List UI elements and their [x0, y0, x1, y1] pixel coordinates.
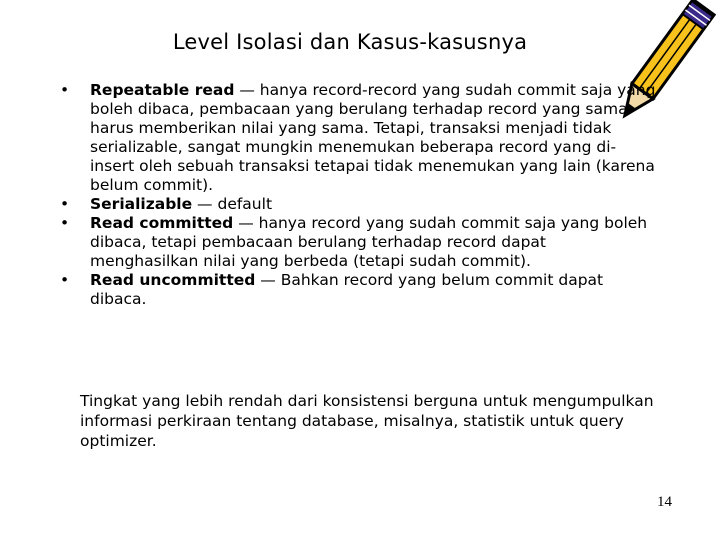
bullet-text: — hanya record yang sudah commit saja yang boleh dibaca, tetapi pembacaan berulang terhadap record dapat menghasilkan nilai yang berbeda (tetapi sudah commit).: [90, 214, 648, 270]
bullet-dot: •: [60, 195, 70, 213]
page-number: 14: [657, 494, 672, 510]
bullet-dot: •: [60, 214, 70, 232]
bullet-text: — hanya record-record yang sudah commit saja yang boleh dibaca, pembacaan yang berulang terhadap record yang sama harus memberikan nilai yang sama. Tetapi, transaksi menjadi tidak serializable, sangat mungkin menemukan beberapa record yang di-insert oleh sebuah transaksi tetapai tidak menemukan yang lain (karena belum commit).: [90, 81, 656, 194]
bullet-item: [58, 81, 658, 195]
bullet-dot: •: [60, 81, 70, 99]
bullet-term: Repeatable read: [90, 81, 235, 99]
bullet-text: — default: [192, 195, 273, 213]
bullet-term: Read uncommitted: [90, 271, 256, 289]
bullet-item: [58, 271, 658, 309]
bullet-list: [58, 81, 658, 309]
bullet-term: Read committed: [90, 214, 234, 232]
note-paragraph: Tingkat yang lebih rendah dari konsistensi berguna untuk mengumpulkan informasi perkiraan tentang database, misalnya, statistik untuk query optimizer.: [80, 392, 654, 450]
bullet-dot: •: [60, 271, 70, 289]
bullet-item: [58, 214, 658, 271]
bullet-term: Serializable: [90, 195, 193, 213]
slide-title: Level Isolasi dan Kasus-kasusnya: [172, 30, 528, 54]
bullet-text: — Bahkan record yang belum commit dapat dibaca.: [90, 271, 604, 308]
bullet-item: [58, 195, 658, 214]
